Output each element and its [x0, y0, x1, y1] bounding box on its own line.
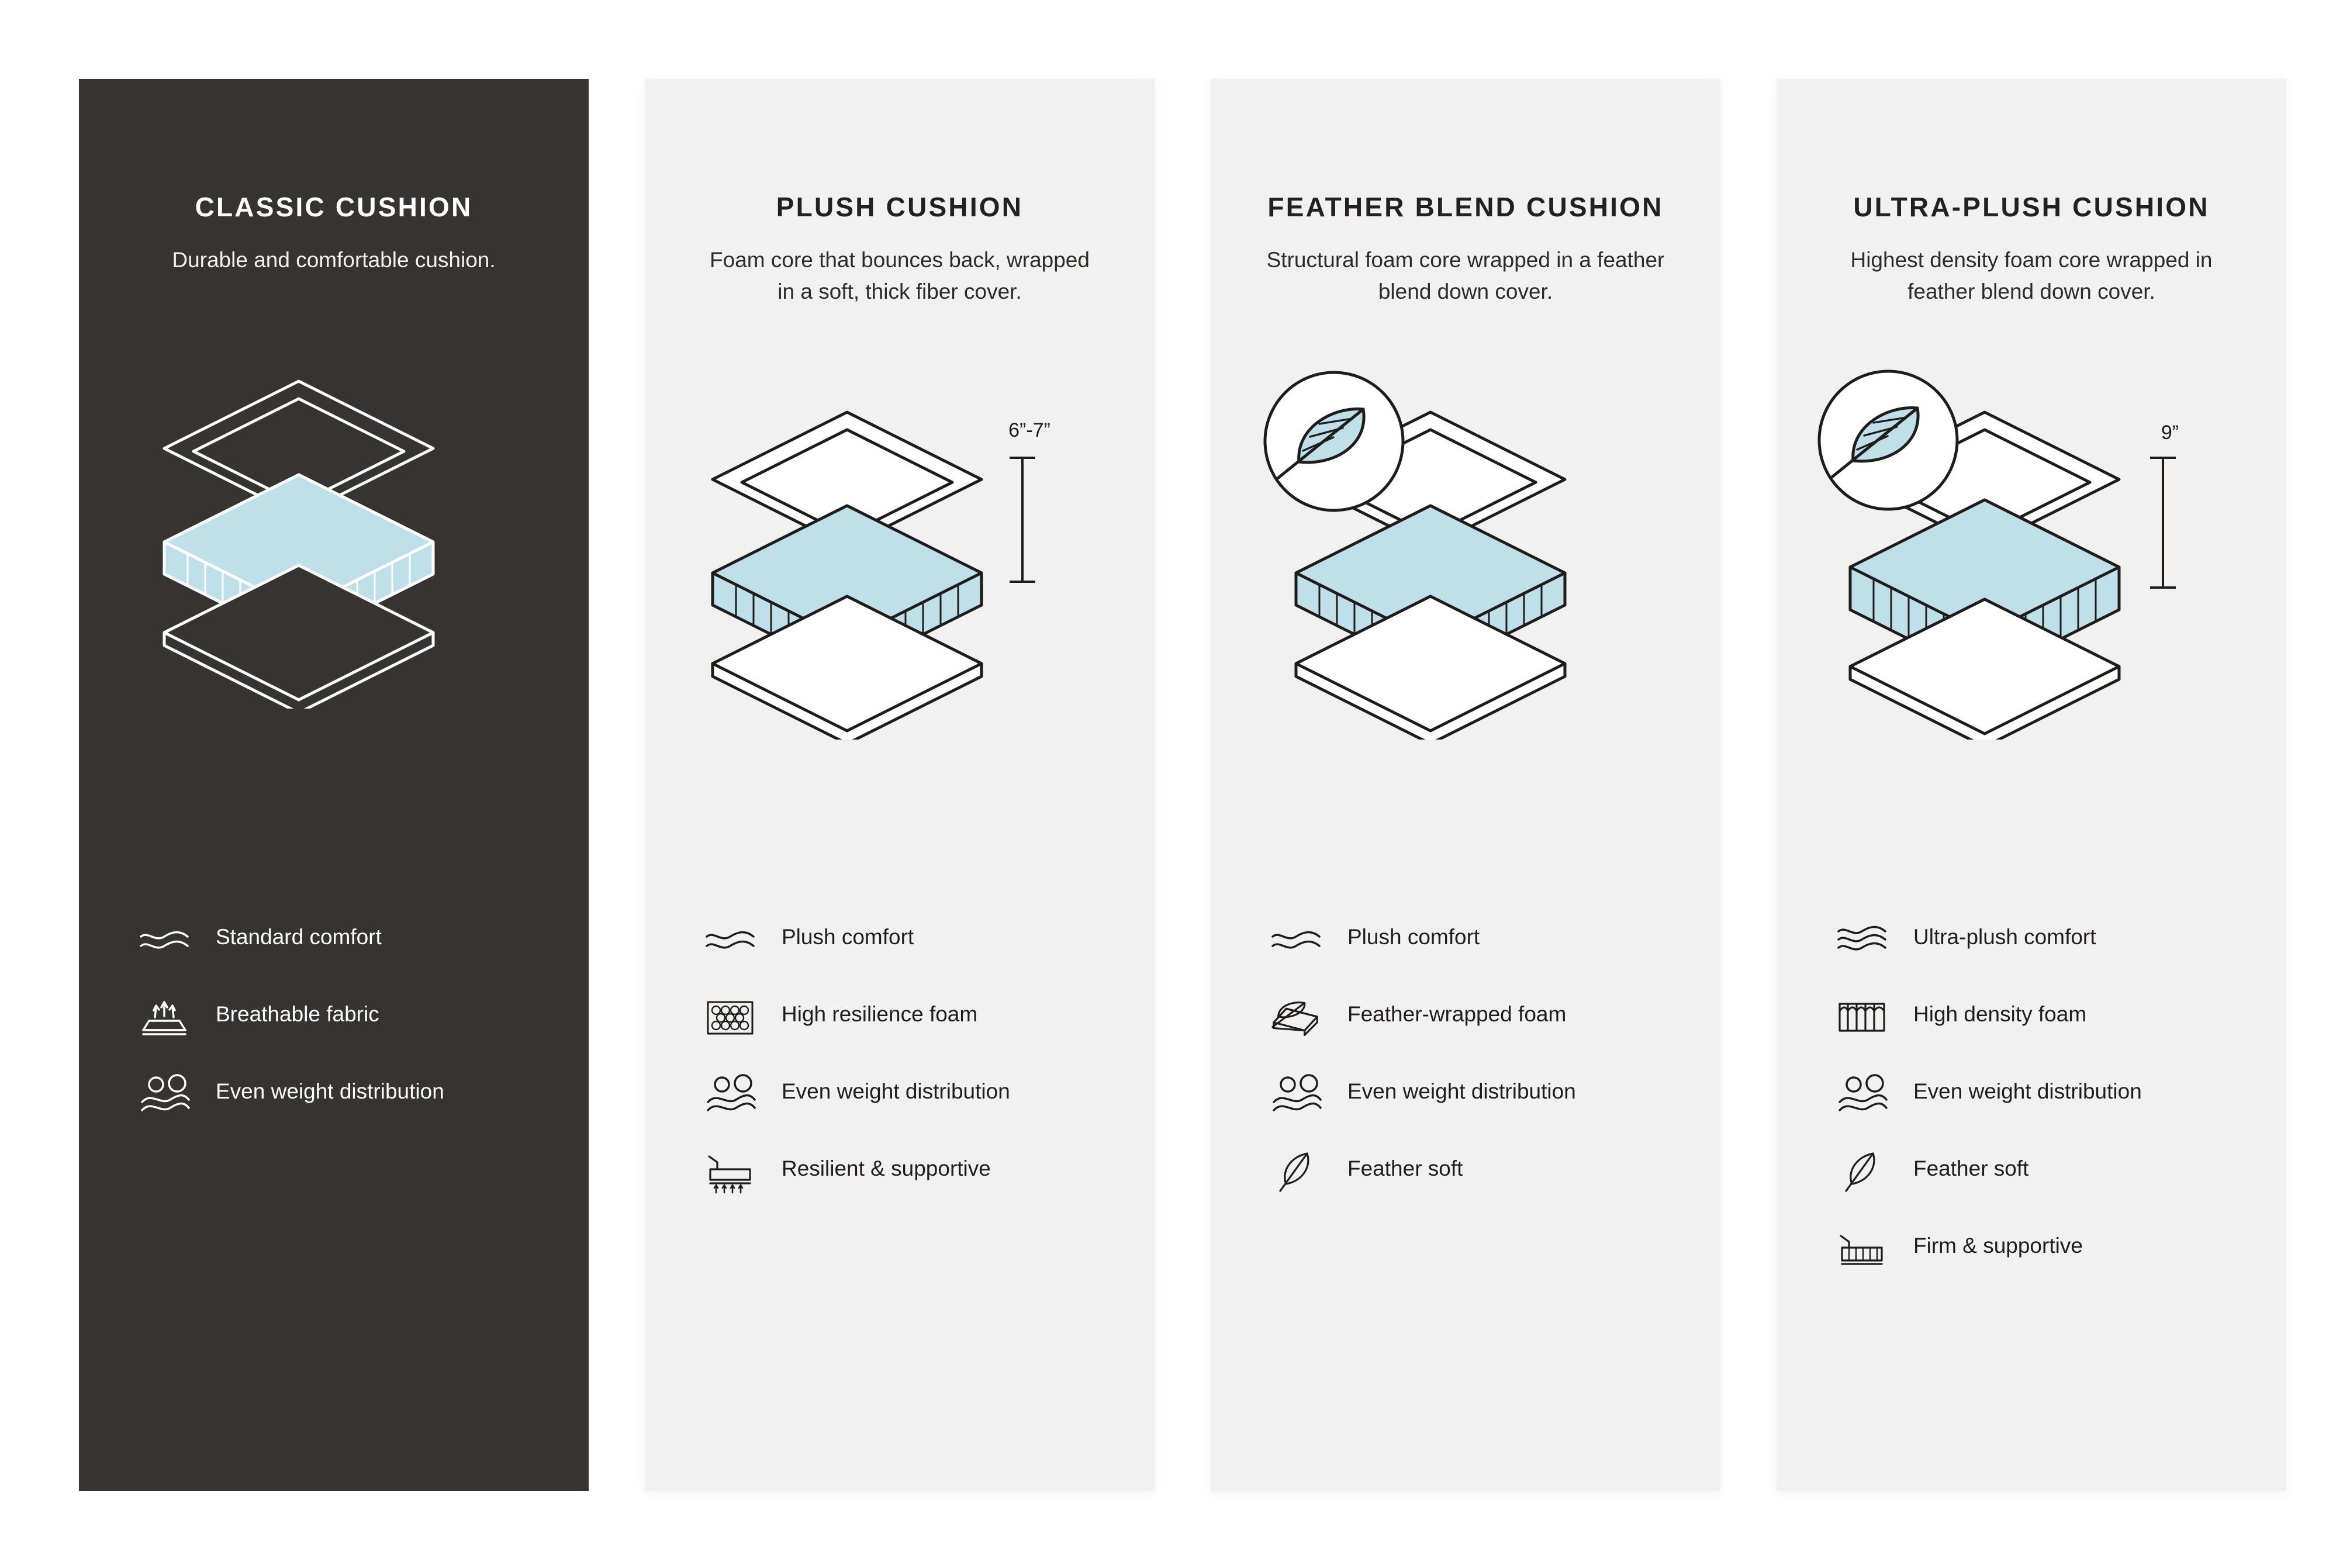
feature-label: Feather soft [1347, 1156, 1463, 1180]
feature-list [137, 915, 548, 1146]
cushion-diagram-classic [79, 299, 589, 709]
wave-icon [703, 915, 757, 965]
feature-label: Even weight distribution [782, 1079, 1010, 1103]
card-plush-cushion[interactable] [645, 79, 1155, 1491]
feature-item[interactable] [1835, 1146, 2245, 1197]
cushion-diagram-ultra-plush [1777, 330, 2286, 740]
feature-list [703, 915, 1114, 1224]
high-density-foam-icon [1835, 992, 1889, 1042]
firm-support-icon [1835, 1224, 1889, 1274]
honeycomb-foam-icon [703, 992, 757, 1042]
breathable-fabric-icon [137, 992, 191, 1042]
exploded-cushion-illustration [1798, 330, 2265, 740]
feature-label: Ultra-plush comfort [1913, 925, 2096, 949]
feature-item[interactable] [1269, 915, 1679, 965]
feature-item[interactable] [137, 1069, 548, 1120]
feature-item[interactable] [703, 915, 1114, 965]
weight-distribution-icon [1269, 1069, 1323, 1120]
feature-item[interactable] [703, 992, 1114, 1042]
card-description: Highest density foam core wrapped in feather blend down cover. [1850, 247, 2213, 303]
feature-item[interactable] [1269, 992, 1679, 1042]
feature-label: Firm & supportive [1913, 1234, 2083, 1258]
weight-distribution-icon [1835, 1069, 1889, 1120]
card-title: PLUSH CUSHION [776, 192, 1024, 222]
exploded-cushion-illustration [1238, 330, 1694, 740]
feather-icon [1835, 1146, 1889, 1197]
feature-item[interactable] [1835, 992, 2245, 1042]
feature-item[interactable] [1835, 1069, 2245, 1120]
cushion-diagram-feather-blend [1211, 330, 1720, 740]
feature-item[interactable] [137, 915, 548, 965]
card-classic-cushion[interactable] [79, 79, 589, 1491]
feature-label: Plush comfort [782, 925, 914, 949]
feature-list [1835, 915, 2245, 1301]
feature-label: High resilience foam [782, 1002, 978, 1026]
feather-icon [1269, 1146, 1323, 1197]
weight-distribution-icon [137, 1069, 191, 1120]
resilient-support-icon [703, 1146, 757, 1197]
feature-item[interactable] [137, 992, 548, 1042]
leaf-badge-icon [1265, 372, 1403, 510]
feature-label: Feather soft [1913, 1156, 2029, 1180]
feature-item[interactable] [1835, 915, 2245, 965]
feature-label: Resilient & supportive [782, 1156, 991, 1180]
leaf-badge-icon [1819, 371, 1957, 509]
card-ultra-plush-cushion[interactable] [1777, 79, 2286, 1491]
card-title: CLASSIC CUSHION [195, 192, 473, 222]
dimension-label: 6”-7” [1008, 419, 1050, 442]
feature-label: Standard comfort [216, 925, 382, 949]
card-description: Structural foam core wrapped in a feather blend down cover. [1266, 247, 1665, 303]
feature-item[interactable] [703, 1069, 1114, 1120]
feature-item[interactable] [703, 1146, 1114, 1197]
cushion-diagram-plush [645, 330, 1155, 740]
wave-icon [137, 915, 191, 965]
feature-label: Even weight distribution [1913, 1079, 2142, 1103]
feature-list [1269, 915, 1679, 1224]
feature-label: Breathable fabric [216, 1002, 379, 1026]
feature-label: Feather-wrapped foam [1347, 1002, 1567, 1026]
card-feather-blend-cushion[interactable] [1211, 79, 1720, 1491]
weight-distribution-icon [703, 1069, 757, 1120]
feather-wrapped-foam-icon [1269, 992, 1323, 1042]
wave-icon [1269, 915, 1323, 965]
exploded-cushion-illustration [672, 330, 1128, 740]
feature-item[interactable] [1269, 1146, 1679, 1197]
card-title: FEATHER BLEND CUSHION [1267, 192, 1664, 222]
exploded-cushion-illustration [123, 299, 544, 709]
dimension-label: 9” [2161, 422, 2179, 444]
card-description: Foam core that bounces back, wrapped in a soft, thick fiber cover. [710, 247, 1090, 303]
card-title: ULTRA-PLUSH CUSHION [1853, 192, 2210, 222]
triple-wave-icon [1835, 915, 1889, 965]
feature-label: Even weight distribution [1347, 1079, 1576, 1103]
feature-item[interactable] [1835, 1224, 2245, 1274]
feature-label: Plush comfort [1347, 925, 1480, 949]
feature-label: Even weight distribution [216, 1079, 444, 1103]
feature-label: High density foam [1913, 1002, 2087, 1026]
card-description: Durable and comfortable cushion. [172, 247, 496, 272]
feature-item[interactable] [1269, 1069, 1679, 1120]
